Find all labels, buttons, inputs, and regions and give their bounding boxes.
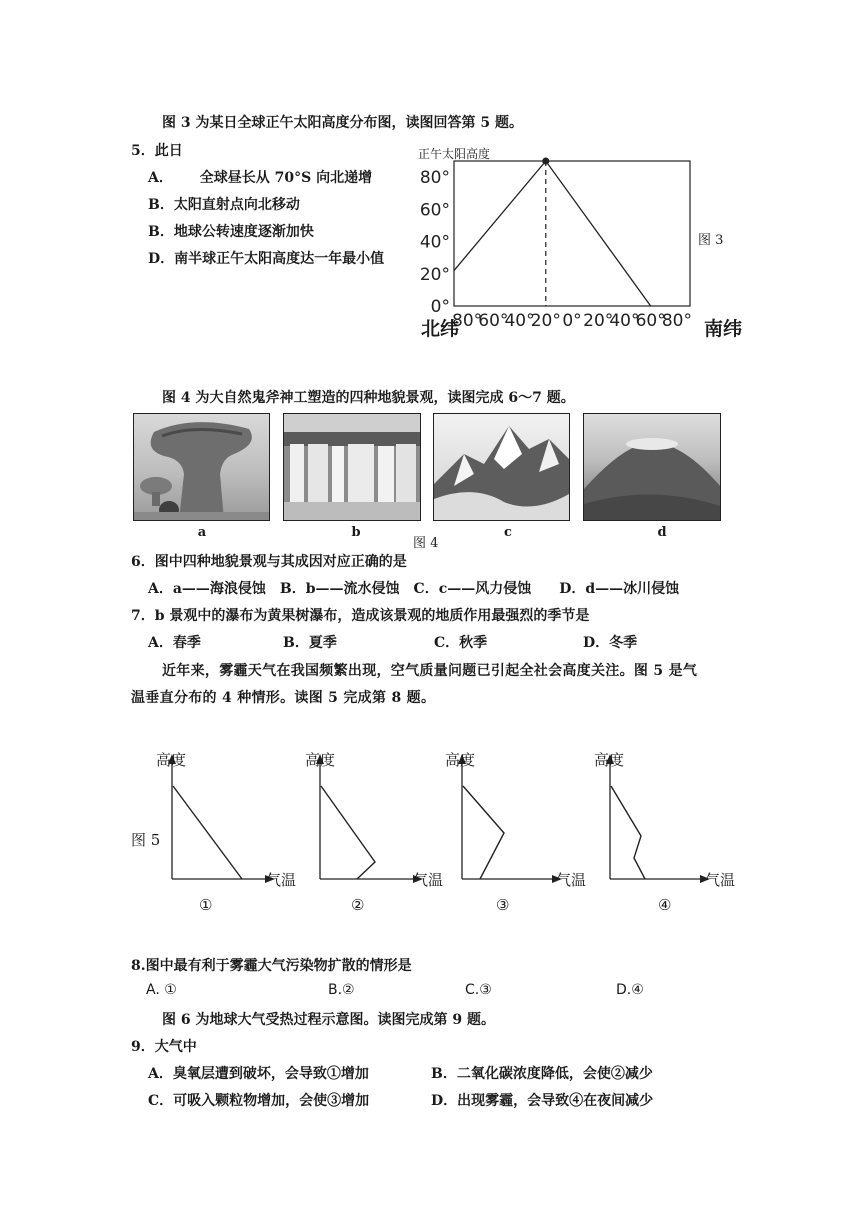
fig3-xtick-label: 60° <box>478 311 509 331</box>
fig5-temperature-profile <box>173 786 242 879</box>
fig5-label-1: ① <box>199 896 213 914</box>
q7-option-b <box>283 632 337 652</box>
option-label: D． <box>148 251 175 267</box>
question-6-options: A．a——海浪侵蚀 B．b——流水侵蚀 C．c——风力侵蚀 D．d——冰川侵蚀 <box>148 581 680 597</box>
fig4-label-c: c <box>504 525 512 540</box>
q5-option-a <box>148 167 372 187</box>
option-text: 春季 <box>172 635 201 651</box>
q7-option-d <box>583 632 637 652</box>
fig5-ylabel-4: 高度 <box>594 751 625 769</box>
fig3-peak-point <box>542 158 549 165</box>
fig5-xlabel-4: 气温 <box>705 871 736 889</box>
q8-option-a: A. ① <box>146 982 177 998</box>
q8-option-c: C.③ <box>465 982 492 998</box>
intro-fig6: 图 6 为地球大气受热过程示意图。读图完成第 9 题。 <box>162 1012 495 1028</box>
fig5-ylabel-1: 高度 <box>156 751 187 769</box>
question-6-stem: 6．图中四种地貌景观与其成因对应正确的是 <box>131 554 407 570</box>
q8-option-b: B.② <box>328 982 355 998</box>
fig3-ytick-label: 80° <box>419 168 450 189</box>
fig5-caption: 图 5 <box>131 831 161 849</box>
option-text: 冬季 <box>609 635 638 651</box>
fig3-ytick-label: 0° <box>430 297 450 317</box>
fig5-temperature-profile <box>321 786 375 879</box>
fig3-series-line <box>454 161 651 306</box>
option-label: C． <box>434 635 460 651</box>
q5-option-b2 <box>148 221 314 241</box>
fig5-temperature-profile <box>611 786 645 879</box>
waterfall-image <box>284 414 420 520</box>
fig3-xtick-label: 80° <box>452 311 483 331</box>
intro-fig5-line1: 近年来，雾霾天气在我国频繁出现，空气质量问题已引起全社会高度关注。图 5 是气 <box>162 663 698 679</box>
option-label: D． <box>583 635 610 651</box>
fig3-xtick-label: 80° <box>661 311 692 331</box>
q9-option-a: A．臭氧层遭到破坏，会导致①增加 <box>148 1066 369 1082</box>
fig4-label-a: a <box>197 525 207 540</box>
fig3-xtick-label: 0° <box>562 311 582 331</box>
option-text: 全球昼长从 70°S 向北递增 <box>199 170 373 186</box>
fig3-ytick-label: 20° <box>419 264 450 285</box>
option-text: 地球公转速度逐渐加快 <box>173 224 314 240</box>
q9-option-d: D．出现雾霾，会导致④在夜间减少 <box>431 1093 654 1109</box>
question-7-stem: 7．b 景观中的瀑布为黄果树瀑布，造成该景观的地质作用最强烈的季节是 <box>131 608 590 624</box>
fig5-xlabel-3: 气温 <box>556 871 587 889</box>
photo-c-glacier-mountain <box>433 413 570 521</box>
option-text: 南半球正午太阳高度达一年最小值 <box>174 251 385 267</box>
fig5-xlabel-1: 气温 <box>266 871 297 889</box>
fig3-ytick-label: 60° <box>419 200 450 221</box>
fig4-label-b: b <box>351 525 361 540</box>
photo-a-mushroom-rock <box>133 413 270 521</box>
option-text: 夏季 <box>308 635 337 651</box>
option-label: A． <box>148 170 173 186</box>
intro-fig5-line2: 温垂直分布的 4 种情形。读图 5 完成第 8 题。 <box>131 690 436 706</box>
option-label: B． <box>148 224 174 240</box>
q9-option-c: C．可吸入颗粒物增加，会使③增加 <box>148 1093 370 1109</box>
fig4-caption: 图 4 <box>413 536 439 551</box>
q5-option-d <box>148 248 384 268</box>
fig3-xlabel-right: 南纬 <box>704 318 743 340</box>
q7-option-c <box>434 632 487 652</box>
q8-option-d: D.④ <box>616 982 644 998</box>
fig5-temperature-profile <box>463 786 504 879</box>
fig3-ylabel: 正午太阳高度 <box>418 147 491 161</box>
question-8-stem: 8.图中最有利于雾霾大气污染物扩散的情形是 <box>131 958 412 974</box>
q7-option-a <box>148 632 201 652</box>
intro-fig3: 图 3 为某日全球正午太阳高度分布图，读图回答第 5 题。 <box>162 115 523 131</box>
option-label: B． <box>283 635 309 651</box>
fig5-ylabel-3: 高度 <box>445 751 476 769</box>
mushroom-rock-image <box>134 414 269 520</box>
fig3-xtick-label: 40° <box>504 311 535 331</box>
question-9-stem: 9．大气中 <box>131 1039 197 1055</box>
fig3-caption: 图 3 <box>698 233 724 248</box>
q9-option-b: B．二氧化碳浓度降低，会使②减少 <box>431 1066 653 1082</box>
option-text: 太阳直射点向北移动 <box>173 197 300 213</box>
fig3-xtick-label: 40° <box>609 311 640 331</box>
fig3-xtick-label: 20° <box>583 311 614 331</box>
q5-option-b <box>148 194 300 214</box>
photo-d-volcano-crater <box>583 413 721 521</box>
fig5-ylabel-2: 高度 <box>305 751 336 769</box>
intro-fig4: 图 4 为大自然鬼斧神工塑造的四种地貌景观，读图完成 6～7 题。 <box>162 390 575 406</box>
volcano-crater-image <box>584 414 720 520</box>
option-label: A． <box>148 635 173 651</box>
fig3-xtick-label: 60° <box>635 311 666 331</box>
glacier-mountain-image <box>434 414 569 520</box>
option-label: B． <box>148 197 174 213</box>
fig5-xlabel-2: 气温 <box>413 871 444 889</box>
fig5-label-2: ② <box>351 896 365 914</box>
fig3-xlabel-left: 北纬 <box>421 318 460 340</box>
fig5-label-3: ③ <box>496 896 510 914</box>
fig5-label-4: ④ <box>658 896 672 914</box>
fig3-xtick-label: 20° <box>530 311 561 331</box>
photo-b-waterfall <box>283 413 421 521</box>
option-text: 秋季 <box>459 635 488 651</box>
fig3-ytick-label: 40° <box>419 232 450 253</box>
question-5-stem: 5．此日 <box>131 143 183 159</box>
fig3-plot-frame <box>454 161 690 306</box>
fig4-label-d: d <box>657 525 667 540</box>
